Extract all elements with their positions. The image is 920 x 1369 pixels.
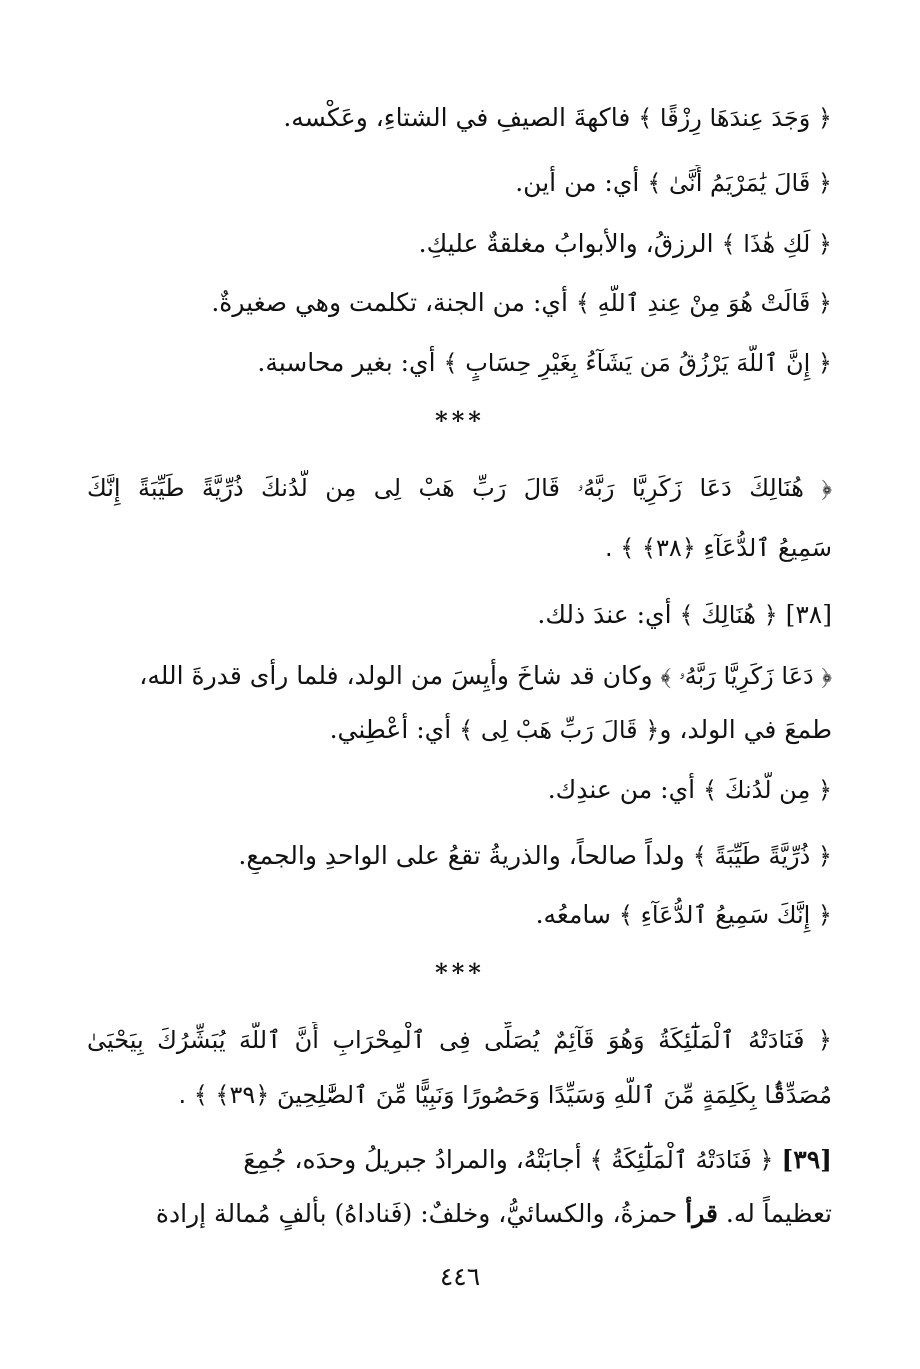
commentary-38-line-2 [87, 658, 832, 694]
quran-quote: ﴿ وَجَدَ عِندَهَا رِزْقًا ﴾ [638, 104, 832, 132]
quran-quote: ﴿ إِنَّكَ سَمِيعُ ٱلدُّعَآءِ ﴾ [618, 901, 832, 929]
commentary-text: تعظيماً له. [717, 1199, 832, 1228]
commentary-38-line-1 [87, 597, 832, 633]
line-2 [87, 165, 832, 201]
verse-39-line-2 [87, 1077, 832, 1113]
commentary-text: حمزةُ، والكسائيُّ، وخلفٌ: (فَناداهُ) بألفٍ مُمالة إرادة [155, 1199, 686, 1228]
section-separator: *** [435, 406, 485, 435]
commentary-text: أي: بغير محاسبة. [257, 348, 444, 377]
commentary-text: فاكهةَ الصيفِ في الشتاءِ، وعَكْسه. [283, 103, 639, 132]
quran-quote: ﴿ مِن لَّدُنكَ ﴾ [703, 776, 832, 804]
verse-38-line-1 [87, 470, 832, 506]
verse-number: [٣٩] [781, 1145, 832, 1174]
commentary-text: الرزقُ، والأبوابُ مغلقةٌ عليكِ. [418, 229, 722, 258]
commentary-text: سامعُه. [535, 900, 619, 929]
commentary-38-line-6 [87, 897, 832, 933]
commentary-38-line-4 [87, 772, 832, 808]
reading-keyword: قرأ [685, 1199, 718, 1228]
commentary-text: أجابَتْهُ، والمرادُ جبريلُ وحدَه، جُمِعَ [243, 1145, 590, 1174]
quran-quote: ﴿ قَالَتْ هُوَ مِنْ عِندِ ٱللَّهِ ﴾ [575, 289, 832, 317]
quran-quote: ﴿ قَالَ رَبِّ هَبْ لِى ﴾ [459, 716, 660, 744]
quran-quote: ﴿ إِنَّ ٱللَّهَ يَرْزُقُ مَن يَشَآءُ بِغَيْرِ حِسَابٍ ﴾ [443, 349, 832, 377]
commentary-text: وكان قد شاخَ وأَيِسَ من الولد، فلما رأى قدرةَ الله، [139, 661, 661, 690]
commentary-text: أي: من الجنة، تكلمت وهي صغيرةٌ. [211, 288, 576, 317]
commentary-38-line-3 [87, 712, 832, 748]
line-5 [87, 345, 832, 381]
quran-quote: ﴿ دَعَا زَكَرِيَّا رَبَّهُۥ ﴾ [660, 662, 832, 690]
commentary-text: طمعَ في الولد، و [659, 715, 832, 744]
commentary-text: أي: من أين. [515, 168, 648, 197]
commentary-text: أي: عندَ ذلك. [537, 600, 680, 629]
page-number: ٤٤٦ [439, 1262, 481, 1291]
commentary-38-line-5 [87, 838, 832, 874]
commentary-text: أي: أَعْطِني. [329, 715, 460, 744]
quran-quote: ﴿ قَالَ يَٰمَرْيَمُ أَنَّىٰ ﴾ [647, 169, 832, 197]
commentary-text: ولداً صالحاً، والذريةُ تقعُ على الواحدِ والجمعِ. [238, 841, 693, 870]
verse-39-line-1 [87, 1022, 832, 1058]
quran-quote: ﴿ ذُرِّيَّةً طَيِّبَةً ﴾ [692, 842, 832, 870]
quran-quote: ﴿ هُنَالِكَ ﴾ [679, 601, 778, 629]
quran-verse: مُصَدِّقًۢا بِكَلِمَةٍ مِّنَ ٱللَّهِ وَسَيِّدًا وَحَصُورًا وَنَبِيًّا مِّنَ ٱلصَّٰلِحِينَ ﴿٣٩﴾ ﴾ . [178, 1081, 832, 1109]
commentary-39-line-1 [87, 1142, 832, 1178]
line-3 [87, 226, 832, 262]
quran-quote: ﴿ لَكِ هَٰذَا ﴾ [721, 230, 832, 258]
quran-verse: سَمِيعُ ٱلدُّعَآءِ ﴿٣٨﴾ ﴾ . [604, 534, 832, 562]
quran-quote: ﴿ فَنَادَتْهُ ٱلْمَلَٰٓئِكَةُ ﴾ [589, 1146, 774, 1174]
section-separator: *** [435, 958, 485, 987]
line-4 [87, 285, 832, 321]
verse-number: [٣٨] [785, 600, 832, 629]
quran-verse: ﴿ فَنَادَتْهُ ٱلْمَلَٰٓئِكَةُ وَهُوَ قَآئِمٌ يُصَلِّى فِى ٱلْمِحْرَابِ أَنَّ ٱللَّهَ يُبَشِّرُكَ بِيَحْيَىٰ [87, 1026, 832, 1054]
commentary-39-line-2 [87, 1196, 832, 1232]
commentary-text: أي: من عندِك. [547, 775, 704, 804]
quran-verse: ﴿ هُنَالِكَ دَعَا زَكَرِيَّا رَبَّهُۥ قَالَ رَبِّ هَبْ لِى مِن لَّدُنكَ ذُرِّيَّةً طَيِّبَةً إِنَّكَ [87, 474, 832, 502]
line-1 [87, 100, 832, 136]
verse-38-line-2 [87, 530, 832, 566]
